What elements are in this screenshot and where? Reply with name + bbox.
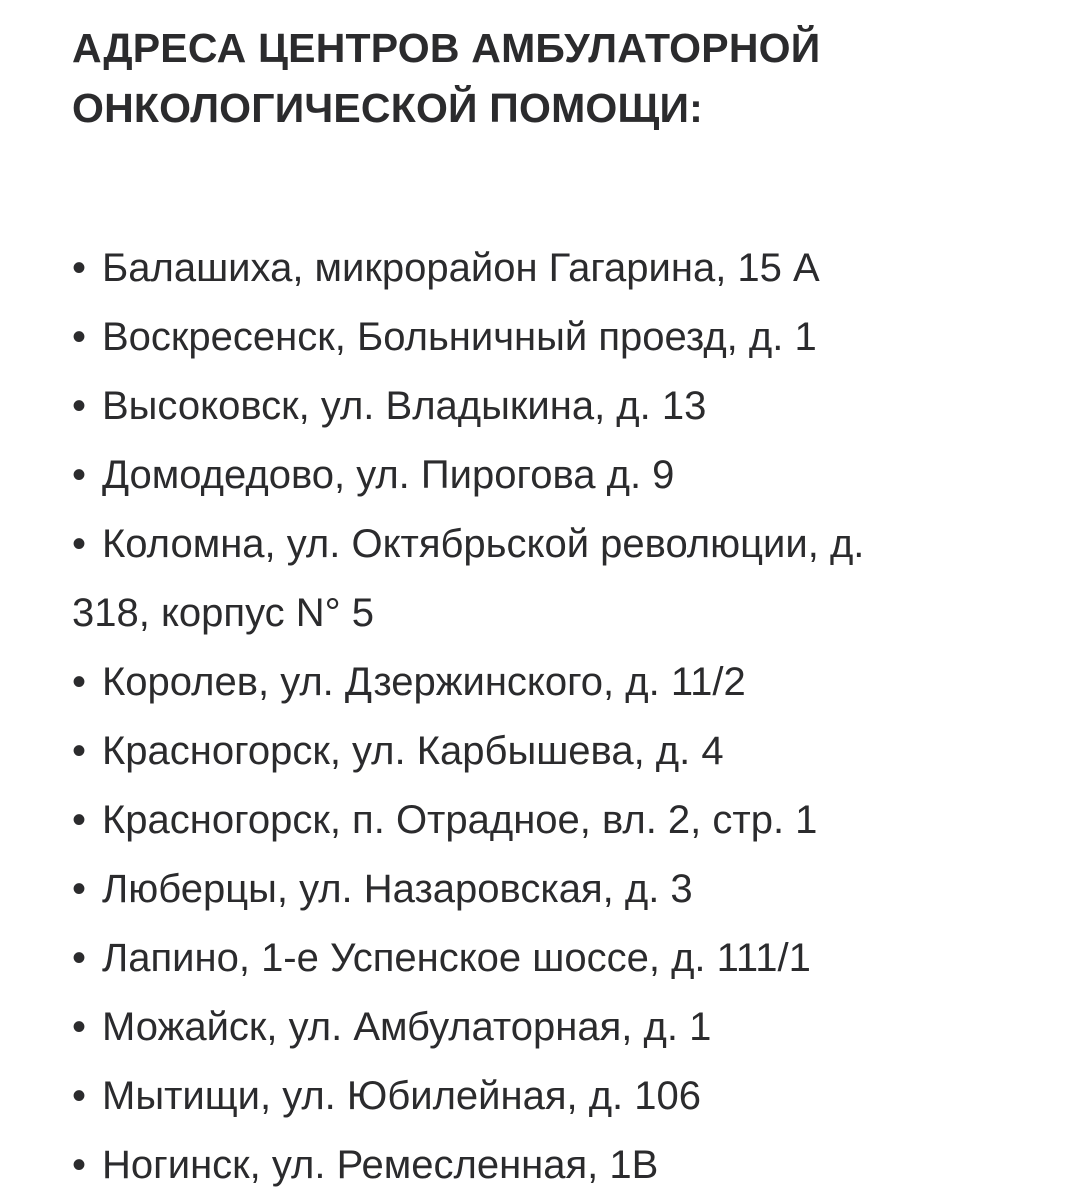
address-item-continuation: [72, 579, 1009, 648]
bullet-icon: •: [72, 798, 87, 842]
address-text: Балашиха, микрорайон Гагарина, 15 А: [102, 246, 820, 290]
bullet-icon: •: [72, 1143, 87, 1187]
address-item: [72, 786, 1009, 855]
bullet-icon: •: [72, 867, 87, 911]
address-text: Мытищи, ул. Юбилейная, д. 106: [102, 1074, 702, 1118]
bullet-icon: •: [72, 1005, 87, 1049]
address-text: Воскресенск, Больничный проезд, д. 1: [102, 315, 817, 359]
bullet-icon: •: [72, 729, 87, 773]
bullet-icon: •: [72, 660, 87, 704]
address-text: Ногинск, ул. Ремесленная, 1В: [102, 1143, 659, 1187]
address-text: Красногорск, ул. Карбышева, д. 4: [102, 729, 724, 773]
address-item: [72, 993, 1009, 1062]
bullet-icon: •: [72, 453, 87, 497]
title-line-2: ОНКОЛОГИЧЕСКОЙ ПОМОЩИ:: [72, 85, 704, 131]
address-text: Королев, ул. Дзержинского, д. 11/2: [102, 660, 746, 704]
bullet-icon: •: [72, 1074, 87, 1118]
address-text: Можайск, ул. Амбулаторная, д. 1: [102, 1005, 712, 1049]
bullet-icon: •: [72, 246, 87, 290]
address-item: [72, 855, 1009, 924]
address-list: [72, 234, 1009, 1200]
bullet-icon: •: [72, 315, 87, 359]
address-text: Лапино, 1-е Успенское шоссе, д. 111/1: [102, 936, 811, 980]
address-text: 318, корпус N° 5: [72, 591, 374, 635]
address-item: [72, 441, 1009, 510]
address-item: [72, 1131, 1009, 1200]
address-text: Красногорск, п. Отрадное, вл. 2, стр. 1: [102, 798, 818, 842]
address-item: [72, 234, 1009, 303]
address-text: Домодедово, ул. Пирогова д. 9: [102, 453, 675, 497]
address-item: [72, 372, 1009, 441]
address-text: Люберцы, ул. Назаровская, д. 3: [102, 867, 693, 911]
address-item: [72, 303, 1009, 372]
address-text: Высоковск, ул. Владыкина, д. 13: [102, 384, 707, 428]
bullet-icon: •: [72, 522, 87, 566]
address-item: [72, 717, 1009, 786]
bullet-icon: •: [72, 384, 87, 428]
bullet-icon: •: [72, 936, 87, 980]
title-line-1: АДРЕСА ЦЕНТРОВ АМБУЛАТОРНОЙ: [72, 25, 821, 71]
page-title: [72, 18, 1009, 138]
address-item: [72, 1062, 1009, 1131]
address-text: Коломна, ул. Октябрьской революции, д.: [102, 522, 865, 566]
address-item: [72, 924, 1009, 993]
address-item: [72, 648, 1009, 717]
address-item: [72, 510, 1009, 579]
